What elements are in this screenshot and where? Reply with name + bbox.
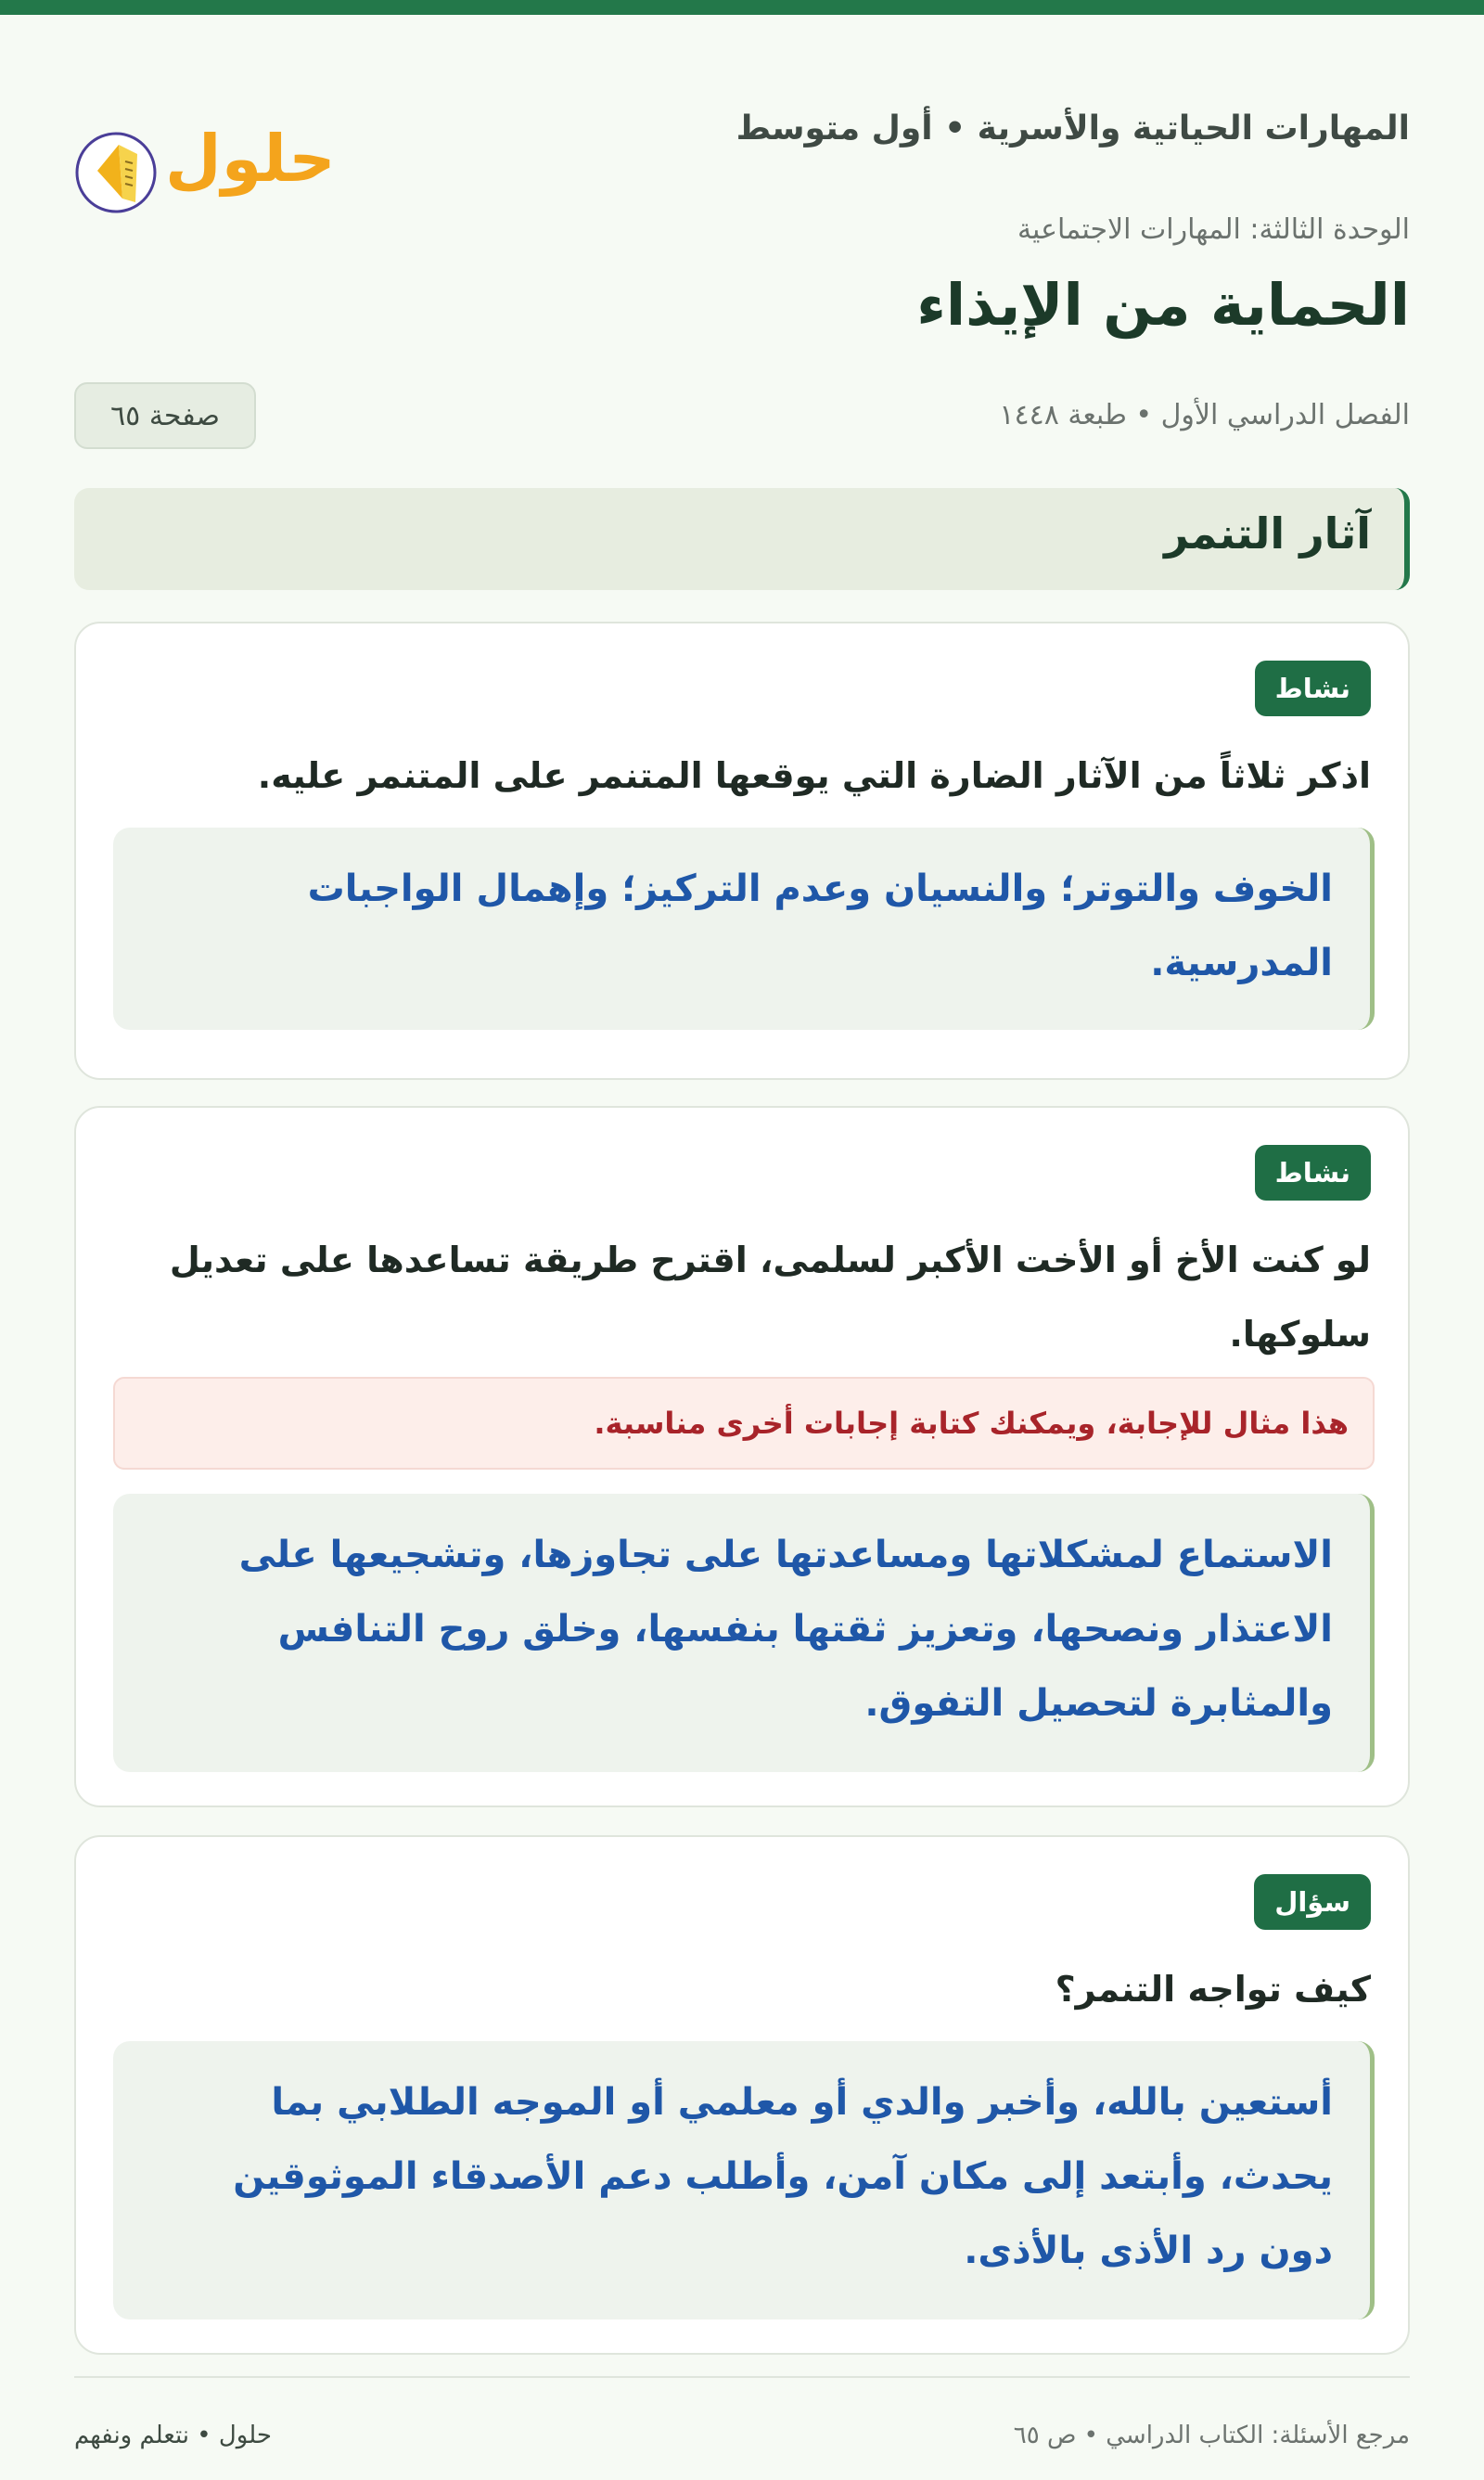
logo[interactable] bbox=[74, 117, 334, 219]
lesson-title: الحماية من الإيذاء bbox=[916, 271, 1410, 339]
header bbox=[74, 71, 1410, 197]
activity-badge: نشاط bbox=[1255, 1145, 1371, 1201]
activity-badge: نشاط bbox=[1255, 661, 1371, 716]
answer-box: الاستماع لمشكلاتها ومساعدتها على تجاوزها، وتشجيعها على الاعتذار ونصحها، وتعزيز ثقتها بنفسها، وخلق روح التنافس والمثابرة لتحصيل التفوق. bbox=[113, 1494, 1375, 1772]
page bbox=[74, 15, 1410, 2480]
question-text: كيف تواجه التنمر؟ bbox=[1055, 1969, 1371, 2010]
subject-title: المهارات الحياتية والأسرية • أول متوسط bbox=[736, 109, 1410, 148]
logo-text: حلول bbox=[165, 121, 336, 197]
page-number-badge: صفحة ٦٥ bbox=[74, 382, 256, 449]
question-card bbox=[74, 1835, 1410, 2355]
question-text: لو كنت الأخ أو الأخت الأكبر لسلمى، اقترح طريقة تساعدها على تعديل سلوكها. bbox=[169, 1240, 1371, 1355]
question-text: اذكر ثلاثاً من الآثار الضارة التي يوقعها المتنمر على المتنمر عليه. bbox=[257, 755, 1371, 796]
answer-note: هذا مثال للإجابة، ويمكنك كتابة إجابات أخرى مناسبة. bbox=[113, 1377, 1375, 1470]
answer-box: أستعين بالله، وأخبر والدي أو معلمي أو الموجه الطلابي بما يحدث، وأبتعد إلى مكان آمن، وأطلب دعم الأصدقاء الموثوقين دون رد الأذى بالأذى. bbox=[113, 2041, 1375, 2319]
activity-card bbox=[74, 1106, 1410, 1807]
footer-brand: حلول • نتعلم ونفهم bbox=[74, 2422, 272, 2449]
section-header bbox=[74, 488, 1410, 590]
activity-card bbox=[74, 622, 1410, 1080]
footer-divider bbox=[74, 2376, 1410, 2378]
top-accent-bar bbox=[0, 0, 1484, 15]
answer-box: الخوف والتوتر؛ والنسيان وعدم التركيز؛ وإهمال الواجبات المدرسية. bbox=[113, 828, 1375, 1030]
term-label: الفصل الدراسي الأول • طبعة ١٤٤٨ bbox=[999, 399, 1410, 431]
unit-label: الوحدة الثالثة: المهارات الاجتماعية bbox=[1017, 213, 1410, 246]
section-title: آثار التنمر bbox=[1164, 508, 1371, 559]
question-badge: سؤال bbox=[1254, 1874, 1371, 1930]
footer-reference: مرجع الأسئلة: الكتاب الدراسي • ص ٦٥ bbox=[1013, 2422, 1410, 2449]
